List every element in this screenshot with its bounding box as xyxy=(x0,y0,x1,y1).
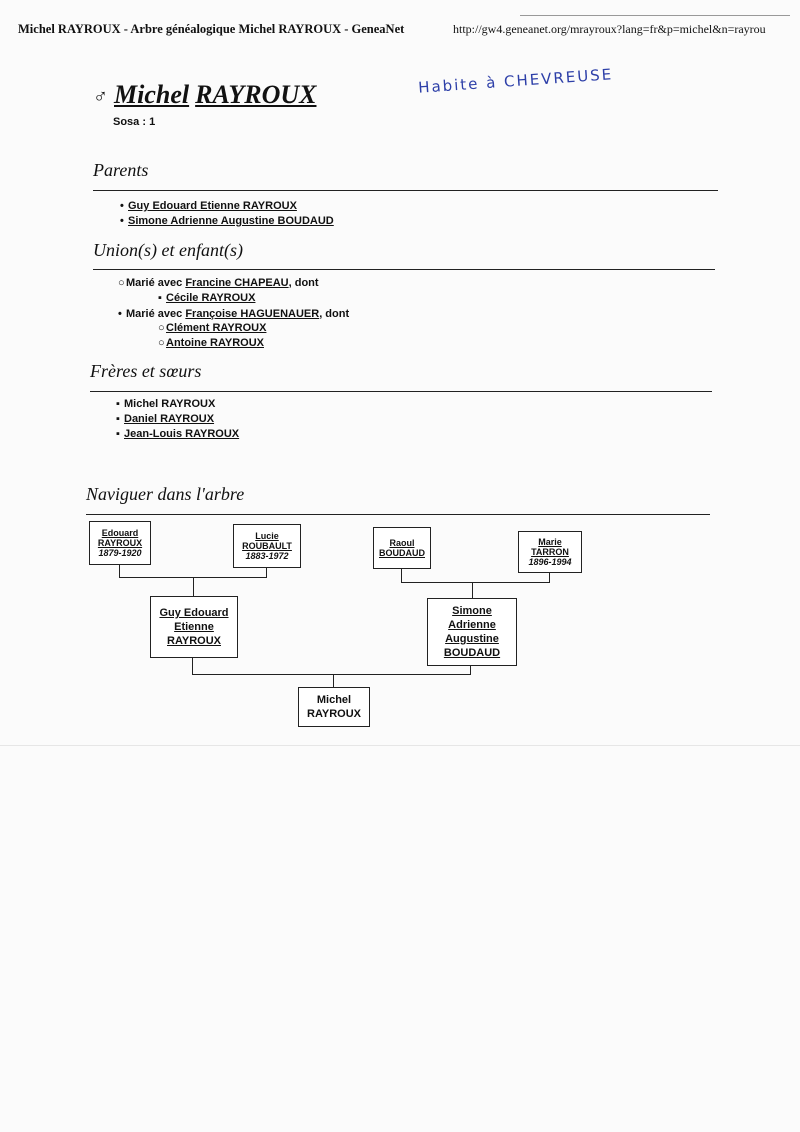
section-tree: Naviguer dans l'arbre xyxy=(86,484,245,504)
tree-connector xyxy=(472,582,473,598)
tree-box-grandparent[interactable]: Marie TARRON 1896-1994 xyxy=(518,531,582,573)
page-title: Michel RAYROUX - Arbre généalogique Michel RAYROUX - GeneaNet xyxy=(18,22,405,36)
header-rule xyxy=(520,15,790,16)
tree-connector xyxy=(266,567,267,577)
section-siblings: Frères et sœurs xyxy=(90,361,202,381)
tree-connector xyxy=(193,577,194,596)
sibling-self: Michel RAYROUX xyxy=(124,398,216,410)
tree-connector xyxy=(549,572,550,582)
tree-box-grandparent[interactable]: Edouard RAYROUX 1879-1920 xyxy=(89,521,151,565)
sibling-item[interactable]: ▪ Jean-Louis RAYROUX xyxy=(116,428,240,440)
union-item: • Marié avec Françoise HAGUENAUER, dont xyxy=(118,308,350,320)
page-url: http://gw4.geneanet.org/mrayroux?lang=fr&p=michel&n=rayrou xyxy=(453,22,766,36)
tree-box-mother[interactable]: Simone Adrienne Augustine BOUDAUD xyxy=(427,598,517,666)
first-name: Michel xyxy=(114,80,190,109)
tree-connector xyxy=(119,564,120,577)
tree-connector xyxy=(401,568,402,582)
child-item[interactable]: ○Antoine RAYROUX xyxy=(158,337,264,349)
list-item[interactable]: • Simone Adrienne Augustine BOUDAUD xyxy=(120,215,334,227)
child-link[interactable]: Clément RAYROUX xyxy=(166,322,267,334)
parent-link[interactable]: Guy Edouard Etienne RAYROUX xyxy=(128,200,297,212)
child-link[interactable]: Antoine RAYROUX xyxy=(166,337,264,349)
spouse-link[interactable]: Françoise HAGUENAUER xyxy=(185,308,320,320)
sibling-item[interactable]: ▪ Daniel RAYROUX xyxy=(116,413,215,425)
rule-siblings xyxy=(90,391,712,392)
tree-connector xyxy=(192,674,471,675)
handwritten-note: Habite à CHEVREUSE xyxy=(417,65,614,97)
sibling-link[interactable]: Daniel RAYROUX xyxy=(124,413,215,425)
tree-box-self: Michel RAYROUX xyxy=(298,687,370,727)
child-link[interactable]: Cécile RAYROUX xyxy=(166,292,256,304)
spouse-link[interactable]: Francine CHAPEAU xyxy=(185,277,289,289)
sibling-link[interactable]: Jean-Louis RAYROUX xyxy=(124,428,240,440)
male-symbol-icon: ♂ xyxy=(93,86,108,108)
section-parents: Parents xyxy=(93,160,149,180)
rule-unions xyxy=(93,269,715,270)
list-item[interactable]: • Guy Edouard Etienne RAYROUX xyxy=(120,200,297,212)
sosa-number: Sosa : 1 xyxy=(113,116,156,128)
union-item: ○Marié avec Francine CHAPEAU, dont xyxy=(118,277,319,289)
tree-box-grandparent[interactable]: Raoul BOUDAUD xyxy=(373,527,431,569)
parent-link[interactable]: Simone Adrienne Augustine BOUDAUD xyxy=(128,215,334,227)
section-unions: Union(s) et enfant(s) xyxy=(93,240,243,260)
rule-tree xyxy=(86,514,710,515)
tree-connector xyxy=(192,657,193,674)
rule-parents xyxy=(93,190,718,191)
tree-box-father[interactable]: Guy Edouard Etienne RAYROUX xyxy=(150,596,238,658)
tree-connector xyxy=(333,674,334,688)
last-name[interactable]: RAYROUX xyxy=(195,80,317,109)
paper-fold xyxy=(0,745,800,746)
person-title xyxy=(93,80,316,110)
tree-box-grandparent[interactable]: Lucie ROUBAULT 1883-1972 xyxy=(233,524,301,568)
sibling-item: ▪ Michel RAYROUX xyxy=(116,398,216,410)
tree-connector xyxy=(401,582,550,583)
child-item[interactable]: ▪ Cécile RAYROUX xyxy=(158,292,256,304)
child-item[interactable]: ○Clément RAYROUX xyxy=(158,322,267,334)
